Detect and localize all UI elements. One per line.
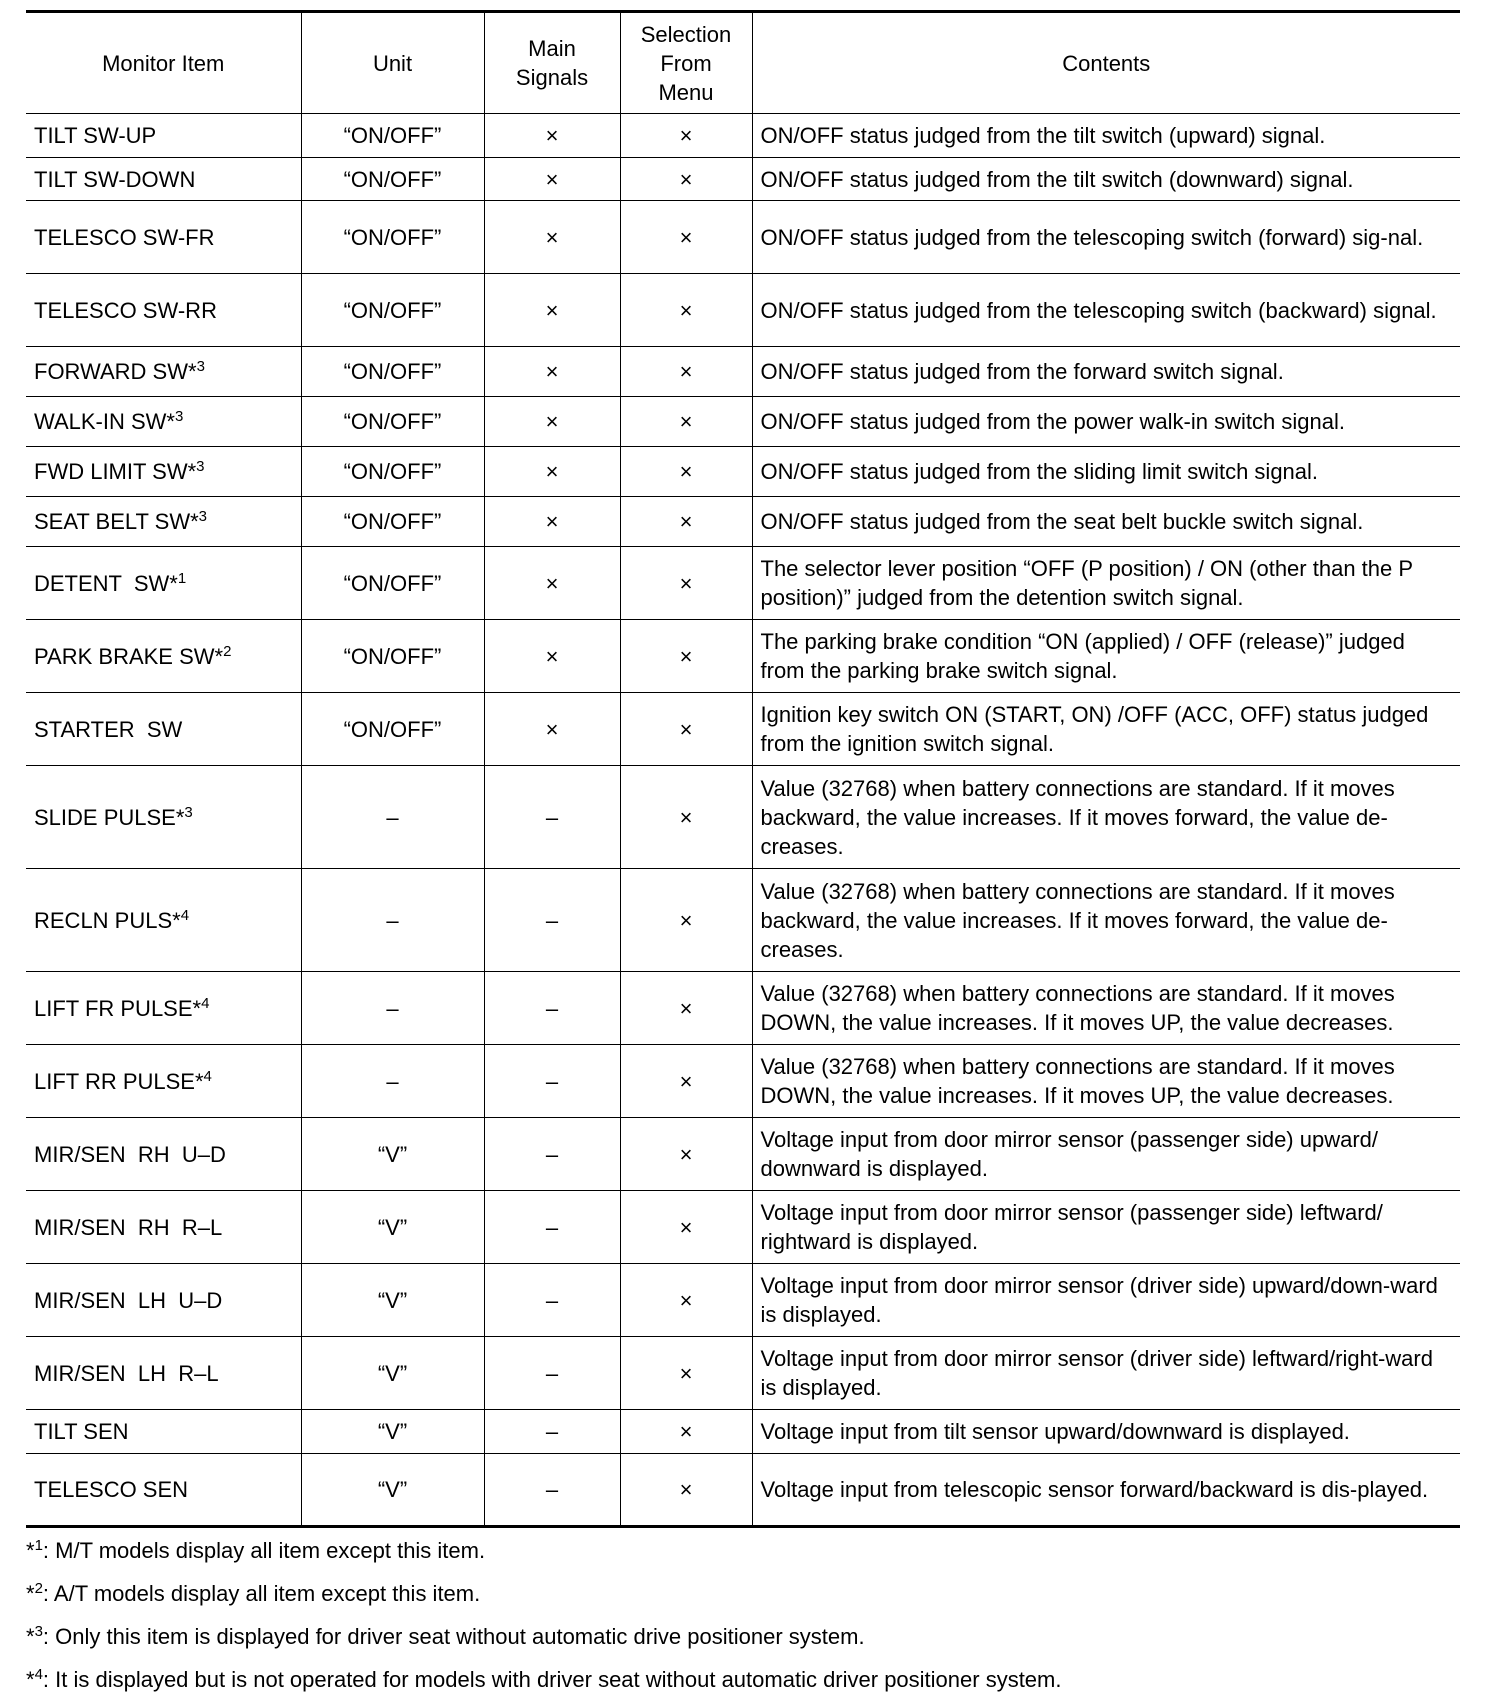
table-row — [26, 869, 1460, 972]
contents-cell: ON/OFF status judged from the power walk-in switch signal. — [752, 397, 1460, 447]
monitor-item-cell — [26, 347, 301, 397]
header-selection-line1: Selection — [640, 21, 732, 47]
footnote-text: : M/T models display all item except this item. — [42, 1538, 486, 1563]
footnote-number: 3 — [34, 1623, 43, 1640]
contents-cell: ON/OFF status judged from the seat belt buckle switch signal. — [752, 497, 1460, 547]
selection-cell: × — [620, 1410, 752, 1454]
table-row — [26, 114, 1460, 158]
main-signals-cell: × — [484, 497, 620, 547]
table-row — [26, 972, 1460, 1045]
unit-cell: – — [301, 869, 484, 972]
unit-cell: – — [301, 972, 484, 1045]
monitor-item-name: LIFT FR PULSE* — [34, 995, 202, 1021]
footnote — [26, 1579, 1460, 1622]
monitor-item-cell — [26, 1118, 301, 1191]
monitor-item-name: TELESCO SW-FR — [34, 224, 215, 250]
monitor-item-cell — [26, 869, 301, 972]
monitor-item-name: MIR/SEN LH U–D — [34, 1287, 223, 1313]
unit-cell: “V” — [301, 1264, 484, 1337]
main-signals-cell: × — [484, 114, 620, 158]
main-signals-cell: × — [484, 620, 620, 693]
table-row — [26, 201, 1460, 274]
main-signals-cell: – — [484, 1410, 620, 1454]
table-row — [26, 1454, 1460, 1527]
main-signals-cell: × — [484, 274, 620, 347]
main-signals-cell: – — [484, 869, 620, 972]
table-row — [26, 1118, 1460, 1191]
monitor-item-cell — [26, 1264, 301, 1337]
selection-cell: × — [620, 766, 752, 869]
footnote-number: 2 — [34, 1580, 43, 1597]
footnote-mark: * — [26, 1667, 35, 1692]
unit-cell: “V” — [301, 1118, 484, 1191]
header-main-signals — [484, 12, 620, 114]
monitor-item-cell — [26, 1045, 301, 1118]
selection-cell: × — [620, 620, 752, 693]
table-row — [26, 347, 1460, 397]
monitor-item-name: LIFT RR PULSE* — [34, 1068, 204, 1094]
monitor-item-cell — [26, 497, 301, 547]
contents-cell: The parking brake condition “ON (applied) / OFF (release)” judged from the parking brake switch signal. — [752, 620, 1460, 693]
monitor-item-cell — [26, 766, 301, 869]
contents-cell: Ignition key switch ON (START, ON) /OFF (ACC, OFF) status judged from the ignition switch signal. — [752, 693, 1460, 766]
selection-cell: × — [620, 1454, 752, 1527]
table-row — [26, 1264, 1460, 1337]
monitor-item-name: STARTER SW — [34, 716, 183, 742]
main-signals-cell: – — [484, 1454, 620, 1527]
contents-cell: ON/OFF status judged from the forward switch signal. — [752, 347, 1460, 397]
unit-cell: “V” — [301, 1410, 484, 1454]
monitor-item-name: TILT SEN — [34, 1419, 129, 1444]
monitor-item-name: SLIDE PULSE* — [34, 804, 185, 830]
contents-cell: Value (32768) when battery connections are standard. If it moves DOWN, the value increases. If it moves UP, the value decreases. — [752, 1045, 1460, 1118]
unit-cell: – — [301, 766, 484, 869]
main-signals-cell: × — [484, 547, 620, 620]
footnotes — [26, 1536, 1460, 1708]
header-selection-line2: From — [660, 50, 712, 76]
table-row — [26, 547, 1460, 620]
monitor-item-name: FWD LIMIT SW* — [34, 459, 197, 484]
selection-cell: × — [620, 347, 752, 397]
footnote-ref: 3 — [198, 508, 207, 525]
selection-cell: × — [620, 201, 752, 274]
main-signals-cell: – — [484, 1118, 620, 1191]
footnote-ref: 3 — [174, 408, 184, 425]
header-main-signals-line1: Main — [528, 36, 576, 61]
footnote-mark: * — [26, 1624, 35, 1649]
footnote-number: 1 — [34, 1537, 43, 1554]
selection-cell: × — [620, 114, 752, 158]
table-row — [26, 693, 1460, 766]
unit-cell: “ON/OFF” — [301, 274, 484, 347]
main-signals-cell: × — [484, 201, 620, 274]
contents-cell: ON/OFF status judged from the sliding limit switch signal. — [752, 447, 1460, 497]
unit-cell: – — [301, 1045, 484, 1118]
selection-cell: × — [620, 547, 752, 620]
footnote-ref: 4 — [201, 994, 210, 1012]
unit-cell: “ON/OFF” — [301, 397, 484, 447]
unit-cell: “ON/OFF” — [301, 114, 484, 158]
table-row — [26, 397, 1460, 447]
unit-cell: “ON/OFF” — [301, 497, 484, 547]
unit-cell: “ON/OFF” — [301, 693, 484, 766]
contents-cell: Value (32768) when battery connections are standard. If it moves backward, the value increases. If it moves forward, the value de-creases. — [752, 869, 1460, 972]
unit-cell: “V” — [301, 1454, 484, 1527]
selection-cell: × — [620, 274, 752, 347]
monitor-item-cell — [26, 201, 301, 274]
unit-cell: “ON/OFF” — [301, 547, 484, 620]
contents-cell: Voltage input from telescopic sensor forward/backward is dis-played. — [752, 1454, 1460, 1527]
contents-cell: Voltage input from door mirror sensor (passenger side) leftward/ rightward is displayed. — [752, 1191, 1460, 1264]
footnote-text: : A/T models display all item except this item. — [42, 1581, 481, 1606]
footnote — [26, 1665, 1460, 1708]
unit-cell: “ON/OFF” — [301, 620, 484, 693]
unit-cell: “ON/OFF” — [301, 347, 484, 397]
main-signals-cell: – — [484, 1264, 620, 1337]
selection-cell: × — [620, 1191, 752, 1264]
footnote — [26, 1536, 1460, 1579]
monitor-item-name: MIR/SEN RH U–D — [34, 1141, 226, 1167]
monitor-item-name: RECLN PULS* — [34, 907, 181, 933]
footnote-ref: 4 — [180, 906, 190, 924]
contents-cell: Voltage input from door mirror sensor (driver side) upward/down-ward is displayed. — [752, 1264, 1460, 1337]
header-contents: Contents — [752, 12, 1460, 114]
footnote-ref: 3 — [196, 458, 205, 475]
monitor-item-name: MIR/SEN RH R–L — [34, 1214, 223, 1240]
header-monitor-item: Monitor Item — [26, 12, 301, 114]
monitor-item-cell — [26, 972, 301, 1045]
selection-cell: × — [620, 397, 752, 447]
selection-cell: × — [620, 158, 752, 201]
main-signals-cell: × — [484, 158, 620, 201]
contents-cell: Voltage input from door mirror sensor (driver side) leftward/right-ward is displayed. — [752, 1337, 1460, 1410]
selection-cell: × — [620, 869, 752, 972]
table-row — [26, 158, 1460, 201]
main-signals-cell: – — [484, 766, 620, 869]
monitor-item-name: TELESCO SEN — [34, 1477, 189, 1502]
table-row — [26, 1410, 1460, 1454]
unit-cell: “ON/OFF” — [301, 201, 484, 274]
unit-cell: “ON/OFF” — [301, 447, 484, 497]
monitor-item-table — [26, 10, 1460, 1528]
table-row — [26, 766, 1460, 869]
contents-cell: Voltage input from door mirror sensor (passenger side) upward/ downward is displayed. — [752, 1118, 1460, 1191]
header-selection-from-menu — [620, 12, 752, 114]
monitor-item-cell — [26, 1454, 301, 1527]
monitor-item-name: SEAT BELT SW* — [34, 509, 199, 534]
footnote-ref: 1 — [177, 569, 187, 587]
footnote-text: : Only this item is displayed for driver seat without automatic drive positioner system. — [42, 1624, 865, 1649]
main-signals-cell: – — [484, 972, 620, 1045]
main-signals-cell: × — [484, 397, 620, 447]
monitor-item-cell — [26, 447, 301, 497]
monitor-item-cell — [26, 1410, 301, 1454]
table-row — [26, 1191, 1460, 1264]
contents-cell: The selector lever position “OFF (P position) / ON (other than the P position)” judged from the detention switch signal. — [752, 547, 1460, 620]
monitor-item-cell — [26, 693, 301, 766]
monitor-item-cell — [26, 274, 301, 347]
contents-cell: Value (32768) when battery connections are standard. If it moves backward, the value increases. If it moves forward, the value de-creases. — [752, 766, 1460, 869]
footnote-ref: 3 — [184, 803, 193, 821]
selection-cell: × — [620, 972, 752, 1045]
monitor-item-cell — [26, 114, 301, 158]
monitor-item-cell — [26, 158, 301, 201]
unit-cell: “V” — [301, 1191, 484, 1264]
monitor-item-cell — [26, 620, 301, 693]
monitor-item-name: FORWARD SW* — [34, 359, 197, 384]
footnote-ref: 3 — [196, 358, 205, 375]
table-row — [26, 1045, 1460, 1118]
header-main-signals-line2: Signals — [515, 65, 589, 90]
contents-cell: ON/OFF status judged from the tilt switch (downward) signal. — [752, 158, 1460, 201]
footnote-number: 4 — [34, 1666, 43, 1683]
footnote-mark: * — [26, 1581, 35, 1606]
footnote-mark: * — [26, 1538, 35, 1563]
unit-cell: “ON/OFF” — [301, 158, 484, 201]
monitor-item-name: TILT SW-UP — [34, 123, 157, 148]
main-signals-cell: – — [484, 1337, 620, 1410]
selection-cell: × — [620, 1045, 752, 1118]
table-row — [26, 620, 1460, 693]
monitor-item-name: WALK-IN SW* — [34, 409, 175, 434]
selection-cell: × — [620, 497, 752, 547]
contents-cell: Voltage input from tilt sensor upward/downward is displayed. — [752, 1410, 1460, 1454]
table-row — [26, 497, 1460, 547]
monitor-item-name: PARK BRAKE SW* — [34, 643, 224, 669]
table-header-row — [26, 12, 1460, 114]
contents-cell: ON/OFF status judged from the telescoping switch (forward) sig-nal. — [752, 201, 1460, 274]
table-row — [26, 274, 1460, 347]
contents-cell: ON/OFF status judged from the tilt switch (upward) signal. — [752, 114, 1460, 158]
selection-cell: × — [620, 447, 752, 497]
footnote-ref: 2 — [223, 642, 232, 660]
footnote-text: : It is displayed but is not operated for models with driver seat without automatic driver positioner system. — [42, 1667, 1062, 1692]
monitor-item-name: TILT SW-DOWN — [34, 166, 196, 192]
monitor-item-cell — [26, 397, 301, 447]
header-unit: Unit — [301, 12, 484, 114]
monitor-item-name: MIR/SEN LH R–L — [34, 1360, 219, 1386]
selection-cell: × — [620, 1337, 752, 1410]
main-signals-cell: × — [484, 347, 620, 397]
selection-cell: × — [620, 693, 752, 766]
contents-cell: Value (32768) when battery connections are standard. If it moves DOWN, the value increases. If it moves UP, the value decreases. — [752, 972, 1460, 1045]
footnote-ref: 4 — [203, 1067, 212, 1085]
main-signals-cell: – — [484, 1191, 620, 1264]
table-row — [26, 1337, 1460, 1410]
monitor-item-cell — [26, 1337, 301, 1410]
main-signals-cell: × — [484, 693, 620, 766]
unit-cell: “V” — [301, 1337, 484, 1410]
selection-cell: × — [620, 1118, 752, 1191]
monitor-item-cell — [26, 1191, 301, 1264]
monitor-item-name: DETENT SW* — [34, 570, 178, 596]
monitor-item-cell — [26, 547, 301, 620]
footnote — [26, 1622, 1460, 1665]
contents-cell: ON/OFF status judged from the telescoping switch (backward) signal. — [752, 274, 1460, 347]
main-signals-cell: – — [484, 1045, 620, 1118]
table-row — [26, 447, 1460, 497]
header-selection-line3: Menu — [658, 79, 714, 105]
selection-cell: × — [620, 1264, 752, 1337]
main-signals-cell: × — [484, 447, 620, 497]
monitor-item-name: TELESCO SW-RR — [34, 297, 217, 323]
